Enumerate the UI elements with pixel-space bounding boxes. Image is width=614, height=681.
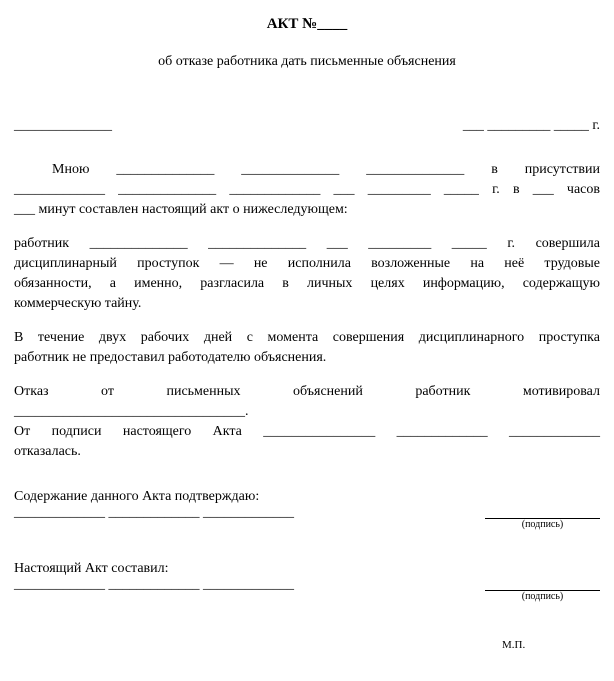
paragraph-refusal [14, 382, 600, 462]
stamp-place-label: М.П. [502, 639, 526, 651]
signature-caption: (подпись) [521, 591, 564, 602]
composed-blanks: _____________ _____________ _____________ [14, 577, 294, 592]
paragraph-line: обязанности, а именно, разгласила в личных целях информацию, содержащую [14, 276, 600, 291]
confirm-signature-block [485, 505, 600, 531]
confirm-signature-row [14, 505, 600, 531]
document-subtitle: об отказе работника дать письменные объяснения [158, 54, 456, 69]
paragraph-line: _____________ ______________ _____________ ___ _________ _____ г. в ___ часов [14, 182, 600, 197]
composed-section-label: Настоящий Акт составил: [14, 561, 169, 576]
date-row [14, 116, 600, 136]
paragraph-line: работник не предоставил работодателю объяснения. [14, 350, 327, 365]
signature-line [485, 577, 600, 591]
composed-signature-block [485, 577, 600, 603]
date-blank: ___ _________ _____ г. [462, 118, 600, 133]
paragraph-offense [14, 234, 600, 314]
paragraph-line: ___ минут составлен настоящий акт о нижеследующем: [14, 202, 348, 217]
paragraph-line: Мною ______________ ______________ ______________ в присутствии [52, 162, 600, 177]
composed-signature-row [14, 577, 600, 603]
paragraph-two-days [14, 328, 600, 368]
paragraph-line: От подписи настоящего Акта ________________ _____________ _____________ [14, 424, 600, 439]
paragraph-line: работник ______________ ______________ ___ _________ _____ г. совершила [14, 236, 600, 251]
signature-line [485, 505, 600, 519]
confirm-section-label: Содержание данного Акта подтверждаю: [14, 489, 260, 504]
place-blank: ______________ [14, 118, 112, 133]
paragraph-line: Отказ от письменных объяснений работник мотивировал [14, 384, 600, 399]
paragraph-compiled-by [14, 160, 600, 220]
paragraph-line: дисциплинарный проступок — не исполнила возложенные на неё трудовые [14, 256, 600, 271]
paragraph-line: В течение двух рабочих дней с момента совершения дисциплинарного проступка [14, 330, 600, 345]
paragraph-line: _________________________________. [14, 404, 249, 419]
confirm-blanks: _____________ _____________ _____________ [14, 505, 294, 520]
document-title: АКТ №____ [266, 16, 348, 32]
paragraph-line: коммерческую тайну. [14, 296, 142, 311]
paragraph-line: отказалась. [14, 444, 81, 459]
signature-caption: (подпись) [521, 519, 564, 530]
